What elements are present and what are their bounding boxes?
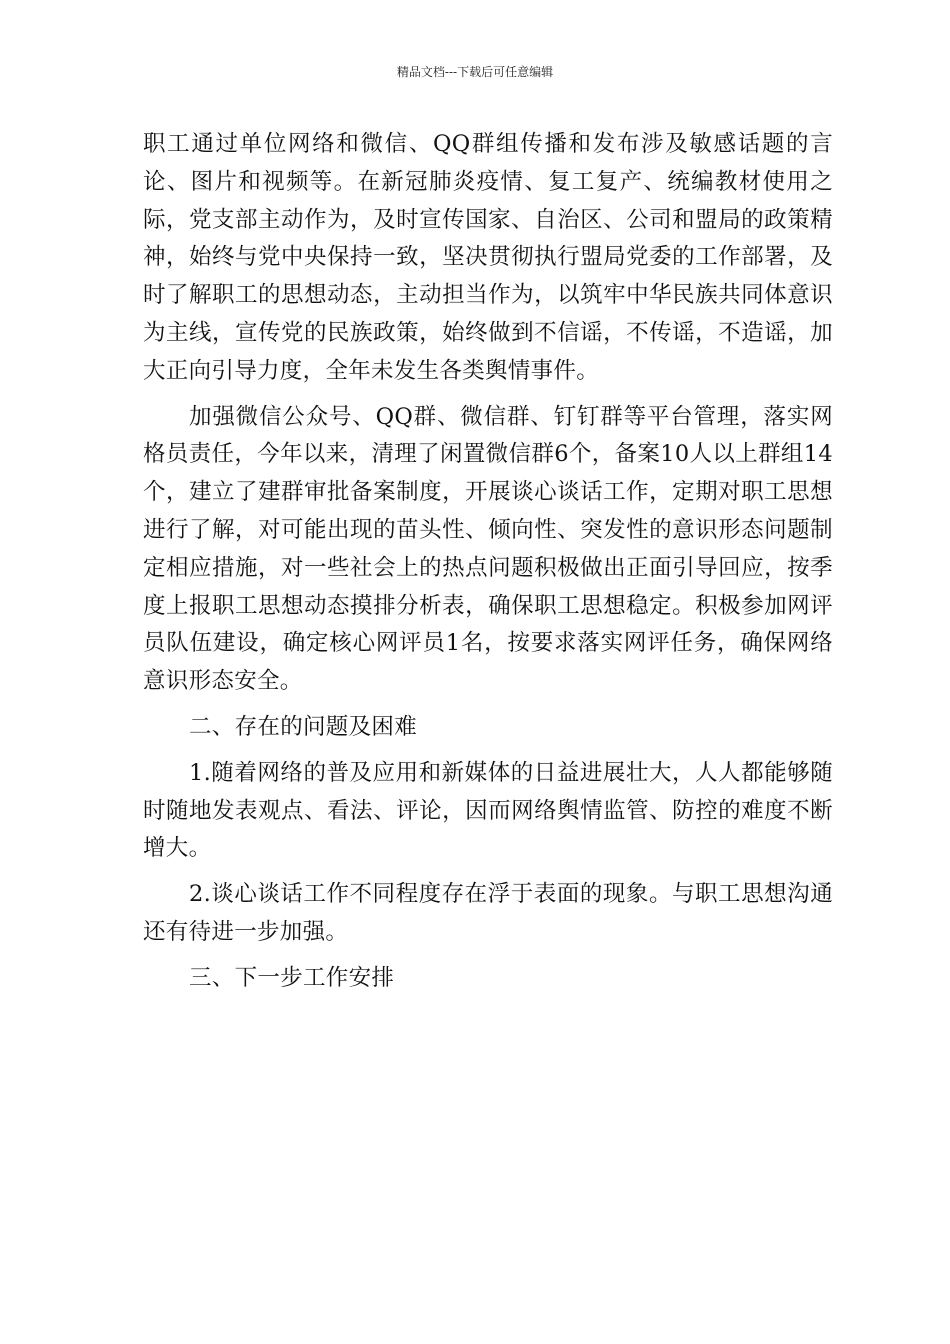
section-heading-problems: 二、存在的问题及困难 [189, 713, 418, 740]
paragraph-platform-management: 加强微信公众号、QQ群、微信群、钉钉群等平台管理，落实网格员责任，今年以来，清理了闲置微信群6个，备案10人以上群组14个，建立了建群审批备案制度，开展谈心谈话工作，定期对职工思想进行了解，对可能出现的苗头性、倾向性、突发性的意识形态问题制定相应措施，对一些社会上的热点问题积极做出正面引导回应，按季度上报职工思想动态摸排分析表，确保职工思想稳定。积极参加网评员队伍建设，确定核心网评员1名，按要求落实网评任务，确保网络意识形态安全。 [143, 403, 833, 695]
section-heading-next-steps: 三、下一步工作安排 [189, 964, 395, 991]
problem-item-1: 1.随着网络的普及应用和新媒体的日益进展壮大，人人都能够随时随地发表观点、看法、评论，因而网络舆情监管、防控的难度不断增大。 [143, 759, 833, 862]
document-body [143, 126, 833, 998]
page-header: 精品文档---下载后可任意编辑 [396, 65, 554, 79]
problem-item-2: 2.谈心谈话工作不同程度存在浮于表面的现象。与职工思想沟通还有待进一步加强。 [143, 881, 833, 945]
paragraph-continuation: 职工通过单位网络和微信、QQ群组传播和发布涉及敏感话题的言论、图片和视频等。在新冠肺炎疫情、复工复产、统编教材使用之际，党支部主动作为，及时宣传国家、自治区、公司和盟局的政策精神，始终与党中央保持一致，坚决贯彻执行盟局党委的工作部署，及时了解职工的思想动态，主动担当作为，以筑牢中华民族共同体意识为主线，宣传党的民族政策，始终做到不信谣，不传谣，不造谣，加大正向引导力度，全年未发生各类舆情事件。 [143, 131, 833, 384]
